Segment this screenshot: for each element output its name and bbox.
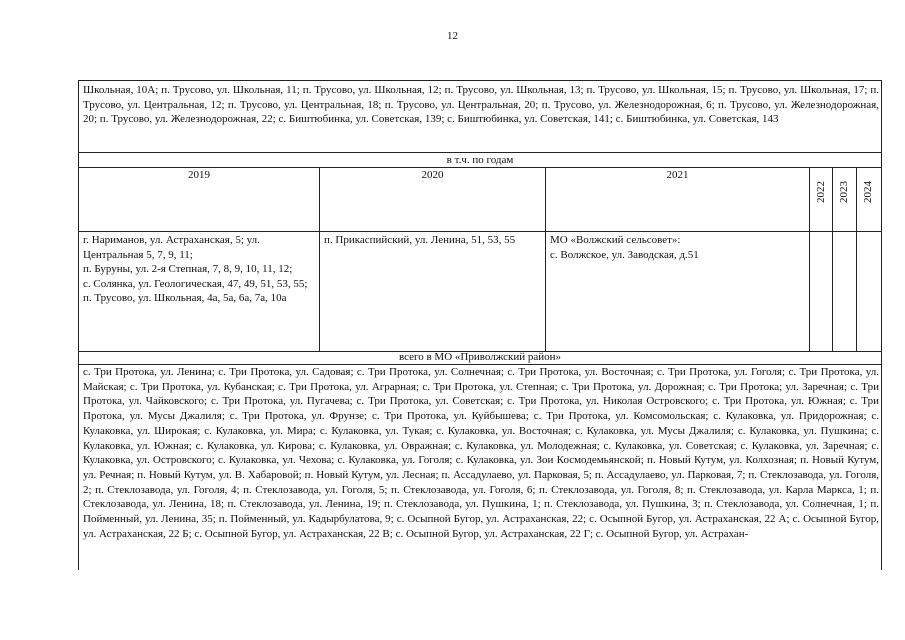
top-address-block: Школьная, 10А; п. Трусово, ул. Школьная, 11; п. Трусово, ул. Школьная, 12; п. Трусово, ул. Школьная, 13; п. Трусово, ул. Школьная, 15; п. Трусово, ул. Школьная, 17; п. Трусово, ул. Центральная, 12; п. Трусово, ул. Центральная, 18; п. Трусово, ул. Центральная, 20; п. Трусово, ул. Железнодорожная, 6; п. Трусово, ул. Железнодорожная, 20; п. Трусово, ул. Железнодорожная, 22; с. Биштюбинка, ул. Советская, 139; с. Биштюбинка, ул. Советская, 141; с. Биштюбинка, ул. Советская, 143: [83, 84, 879, 126]
year-2020-label: 2020: [421, 169, 444, 181]
address-table: [78, 80, 882, 570]
year-2019-addresses: г. Нариманов, ул. Астраханская, 5; ул. Центральная 5, 7, 9, 11; п. Буруны, ул. 2-я Степная, 7, 8, 9, 10, 11, 12; с. Солянка, ул. Геологическая, 47, 49, 51, 53, 55; п. Трусово, ул. Школьная, 4а, 5а, 6а, 7а, 10а: [83, 234, 308, 305]
divider-after-year-labels: [79, 231, 881, 232]
year-2024-label: 2024: [862, 181, 874, 203]
col-divider-2019-2020: [319, 167, 320, 351]
bottom-address-block: с. Три Протока, ул. Ленина; с. Три Протока, ул. Садовая; с. Три Протока, ул. Солнечная; с. Три Протока, ул. Восточная; с. Три Протока, ул. Гоголя; с. Три Протока, ул. Майская; с. Три Протока, ул. Кубанская; с. Три Протока, ул. Аграрная; с. Три Протока, ул. Степная; с. Три Протока, ул. Дорожная; с. Три Протока; ул. Заречная; с. Три Протока, ул. Чайковского; с. Три Протока, ул. Пугачева; с. Три Протока, ул. Советская; с. Три Протока, ул. Николая Островского; с. Три Протока, ул. Южная; с. Три Протока, ул. Мусы Джалиля; с. Три Протока, ул. Фрунзе; с. Три Протока, ул. Куйбышева; с. Три Протока, ул. Комсомольская; с. Кулаковка, ул. Придорожная; с. Кулаковка, ул. Широкая; с. Кулаковка, ул. Мира; с. Кулаковка, ул. Тукая; с. Кулаковка, ул. Восточная; с. Кулаковка, ул. Мусы Джалиля; с. Кулаковка, ул. Пушкина; с. Кулаковка, ул. Южная; с. Кулаковка, ул. Кирова; с. Кулаковка, ул. Овражная; с. Кулаковка, ул. Молодежная; с. Кулаковка, ул. Советская; с. Кулаковка, ул. Заречная; с. Кулаковка, ул. Островского; с. Кулаковка, ул. Чехова; с. Кулаковка, ул. Гоголя; с. Кулаковка, ул. Зои Космодемьянской; п. Новый Кутум, ул. Колхозная; п. Новый Кутум, ул. Речная; п. Новый Кутум, ул. В. Хабаровой; п. Новый Кутум, ул. Лесная; п. Ассадулаево, ул. Парковая, 5; п. Ассадулаево, ул. Парковая, 7; п. Стеклозавода, ул. Гоголя, 2; п. Стеклозавода, ул. Гоголя, 4; п. Стеклозавода, ул. Гоголя, 5; п. Стеклозавода, ул. Гоголя, 6; п. Стеклозавода, ул. Гоголя, 8; п. Стеклозавода, ул. Карла Маркса, 1; п. Стеклозавода, ул. Ленина, 18; п. Стеклозавода, ул. Ленина, 19; п. Стеклозавода, ул. Пушкина, 1; п. Стеклозавода, ул. Пушкина, 3; п. Стеклозавода, ул. Солнечная, 1; п. Пойменный, ул. Ленина, 35; п. Пойменный, ул. Кадырбулатова, 9; с. Осыпной Бугор, ул. Астраханская, 22; с. Осыпной Бугор, ул. Астраханская, 22 А; с. Осыпной Бугор, ул. Астраханская, 22 Б; с. Осыпной Бугор, ул. Астраханская, 22 В; с. Осыпной Бугор, ул. Астраханская, 22 Г; с. Осыпной Бугор, ул. Астрахан-: [83, 366, 879, 540]
year-2019-label: 2019: [188, 169, 210, 181]
by-years-header: в т.ч. по годам: [446, 154, 514, 166]
year-2021-addresses: МО «Волжский сельсовет»: с. Волжское, ул. Заводская, д.51: [550, 234, 699, 261]
page-number: 12: [447, 30, 458, 42]
year-2022-label: 2022: [815, 181, 827, 203]
year-2021-label: 2021: [666, 169, 689, 181]
col-divider-2021-2022: [809, 167, 810, 351]
col-divider-2023-2024: [856, 167, 857, 351]
total-district-header: всего в МО «Приволжский район»: [398, 351, 562, 363]
col-divider-2020-2021: [545, 167, 546, 351]
col-divider-2022-2023: [832, 167, 833, 351]
year-2023-label: 2023: [838, 181, 850, 203]
year-2020-addresses: п. Прикаспийский, ул. Ленина, 51, 53, 55: [324, 234, 516, 246]
